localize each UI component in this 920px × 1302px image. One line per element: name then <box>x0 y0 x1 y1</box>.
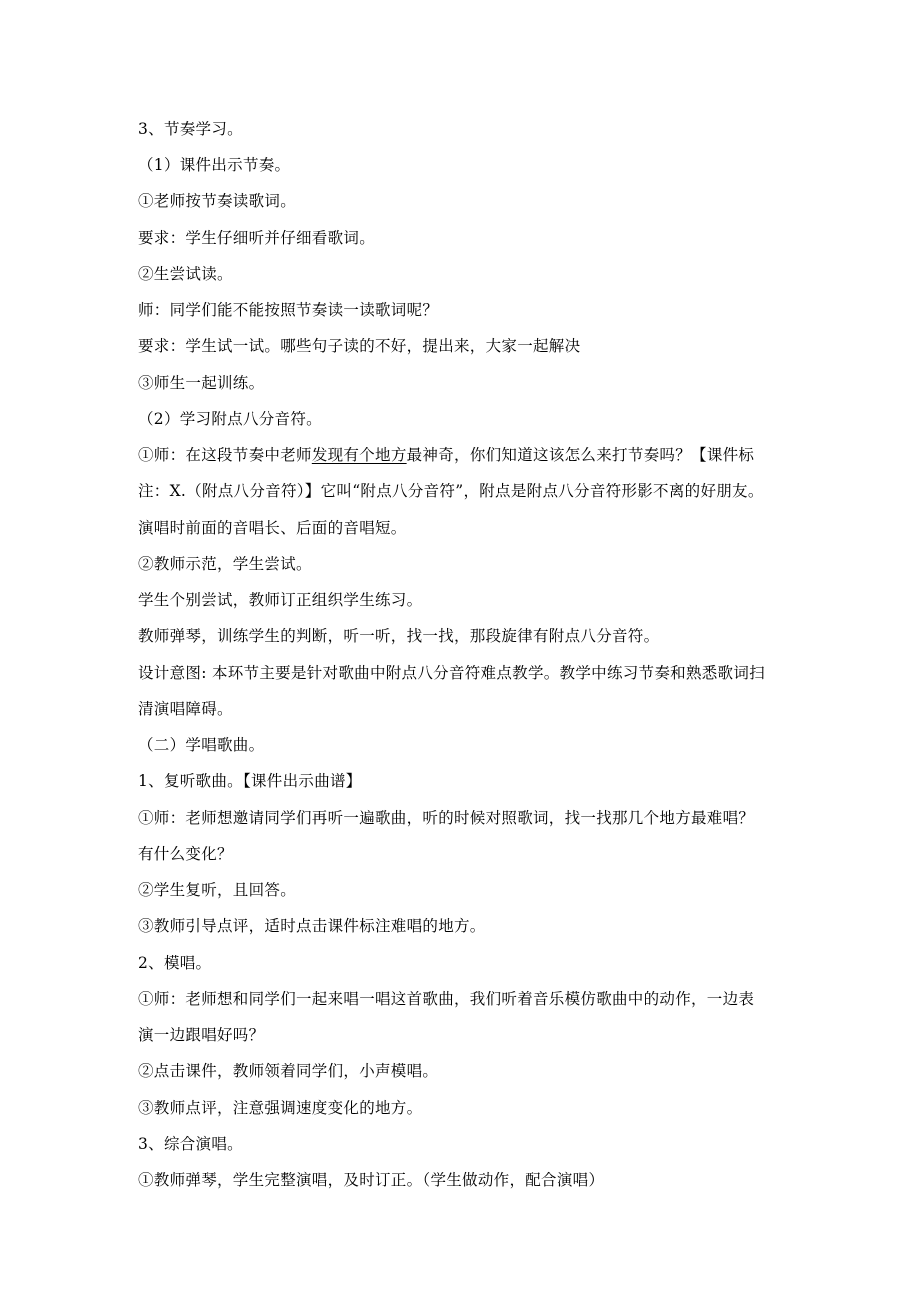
paragraph: 师：同学们能不能按照节奏读一读歌词呢？ <box>138 301 439 319</box>
paragraph: ③教师引导点评，适时点击课件标注难唱的地方。 <box>138 917 486 935</box>
paragraph: ①师：老师想和同学们一起来唱一唱这首歌曲，我们听着音乐模仿歌曲中的动作，一边表 <box>138 990 755 1008</box>
paragraph: 有什么变化？ <box>138 845 233 863</box>
paragraph: ①老师按节奏读歌词。 <box>138 192 297 210</box>
paragraph: （1）课件出示节奏。 <box>138 156 291 174</box>
paragraph: 教师弹琴，训练学生的判断，听一听，找一找，那段旋律有附点八分音符。 <box>138 627 660 645</box>
paragraph: 注：X.（附点八分音符）】它叫“附点八分音符”，附点是附点八分音符形影不离的好朋友。 <box>138 482 764 500</box>
paragraph: ②点击课件，教师领着同学们，小声模唱。 <box>138 1062 439 1080</box>
paragraph <box>138 445 754 465</box>
paragraph: 演一边跟唱好吗？ <box>138 1026 265 1044</box>
paragraph: 设计意图: 本环节主要是针对歌曲中附点八分音符难点教学。教学中练习节奏和熟悉歌词扫 <box>138 664 765 682</box>
paragraph: 演唱时前面的音唱长、后面的音唱短。 <box>138 519 407 537</box>
paragraph: ②学生复听，且回答。 <box>138 881 297 899</box>
paragraph: ①教师弹琴，学生完整演唱，及时订正。（学生做动作，配合演唱） <box>138 1171 605 1189</box>
paragraph: 1、复听歌曲。【课件出示曲谱】 <box>138 772 362 790</box>
heading-rhythm-learning: 3、节奏学习。 <box>138 120 243 138</box>
paragraph: ①师：老师想邀请同学们再听一遍歌曲，听的时候对照歌词，找一找那几个地方最难唱？ <box>138 809 755 827</box>
paragraph: ②教师示范，学生尝试。 <box>138 555 312 573</box>
paragraph: ②生尝试读。 <box>138 265 233 283</box>
paragraph: 要求：学生试一试。哪些句子读的不好，提出来，大家一起解决 <box>138 337 581 355</box>
paragraph: 要求：学生仔细听并仔细看歌词。 <box>138 229 376 247</box>
paragraph: 清演唱障碍。 <box>138 700 233 718</box>
paragraph: 2、模唱。 <box>138 954 212 972</box>
text-run: 最神奇，你们知道这该怎么来打节奏吗？【课件标 <box>406 446 755 464</box>
paragraph: （2）学习附点八分音符。 <box>138 410 322 428</box>
paragraph: ③师生一起训练。 <box>138 374 265 392</box>
paragraph: 学生个别尝试，教师订正组织学生练习。 <box>138 591 423 609</box>
underlined-text: 发现有个地方 <box>311 446 407 464</box>
text-run: ①师：在这段节奏中老师 <box>138 446 312 464</box>
paragraph: ③教师点评，注意强调速度变化的地方。 <box>138 1099 423 1117</box>
heading-learn-singing: （二）学唱歌曲。 <box>138 736 265 754</box>
paragraph: 3、综合演唱。 <box>138 1135 243 1153</box>
